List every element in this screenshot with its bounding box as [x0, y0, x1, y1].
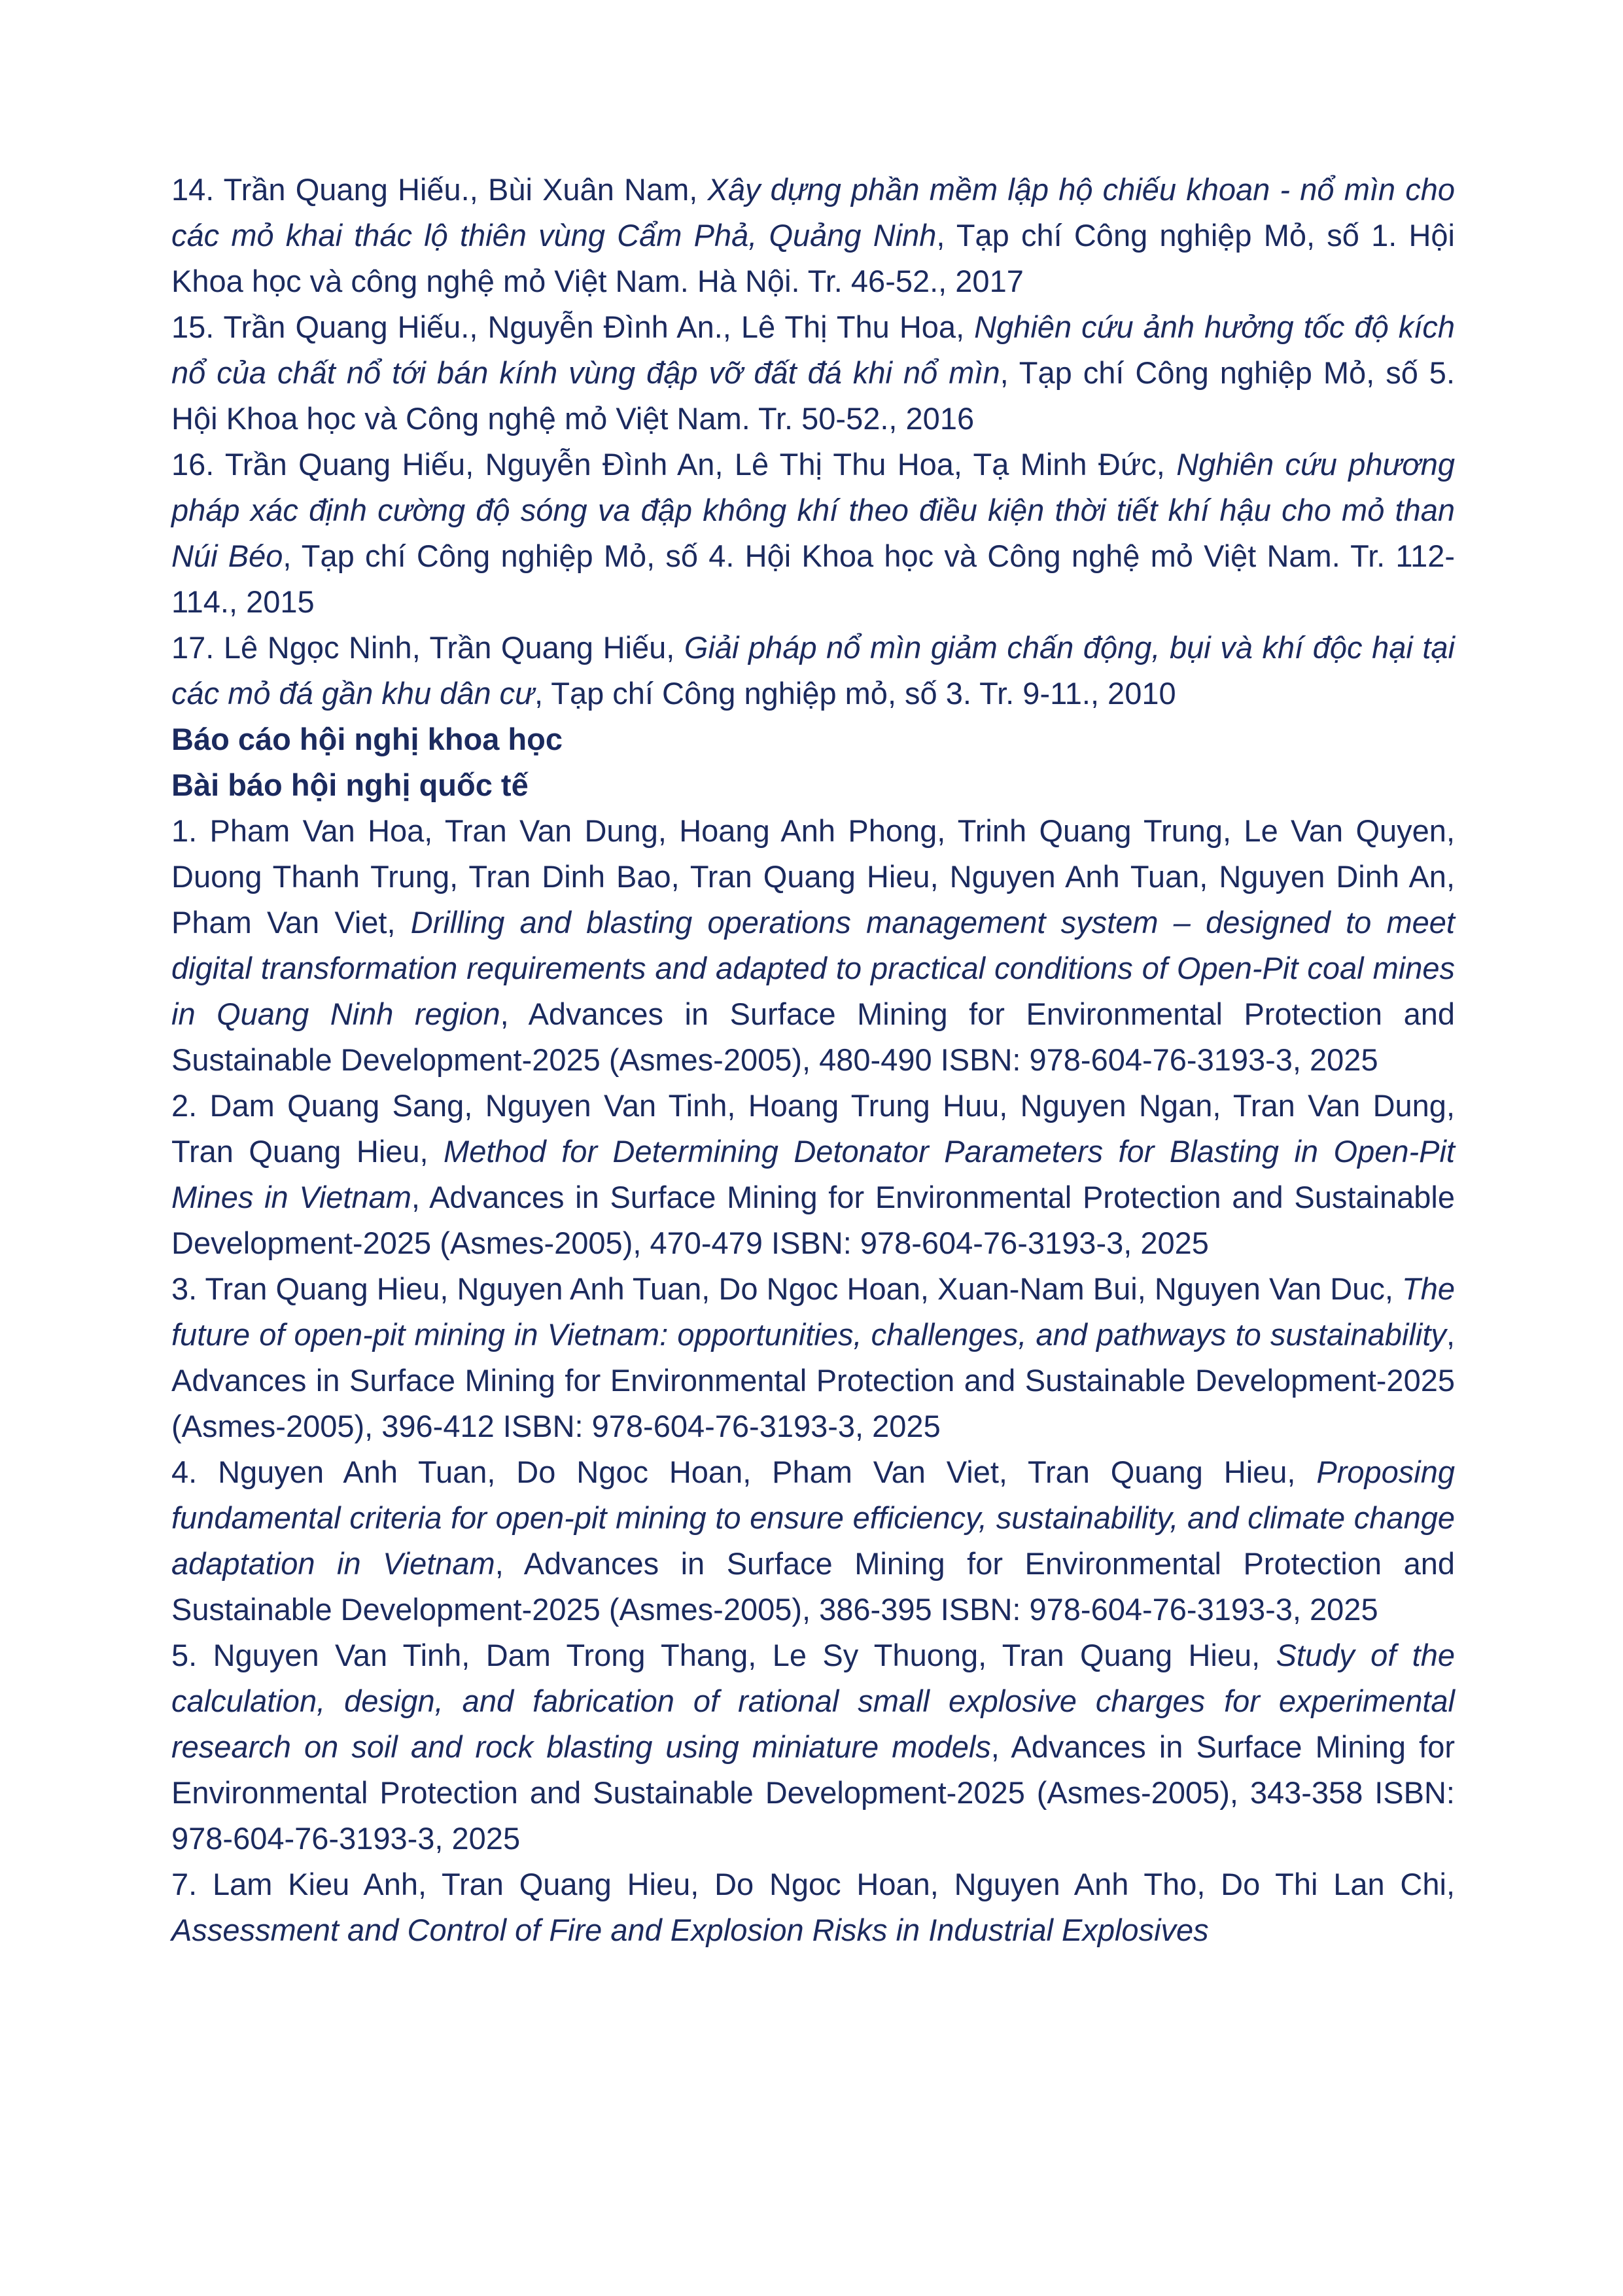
entry-title: Study of the calculation, design, and fabrication of rational small explosive charges for experimental research on soil and rock blasting using miniature models	[171, 1638, 1456, 1764]
entry-source: , Tạp chí Công nghiệp mỏ, số 3. Tr. 9-11., 2010	[534, 676, 1176, 711]
entry-source: , Advances in Surface Mining for Environmental Protection and Sustainable Development-2025 (Asmes-2005), 343-358 ISBN: 978-604-76-3193-3, 2025	[171, 1729, 1455, 1856]
entry-number: 2.	[171, 1088, 198, 1123]
entry-authors: Tran Quang Hieu, Nguyen Anh Tuan, Do Ngoc Hoan, Xuan-Nam Bui, Nguyen Van Duc,	[205, 1271, 1402, 1306]
entry-title: Method for Determining Detonator Parameters for Blasting in Open-Pit Mines in Vietnam	[171, 1134, 1455, 1214]
publication-entry	[171, 1449, 1455, 1633]
entry-authors: Trần Quang Hiếu, Nguyễn Đình An, Lê Thị Thu Hoa, Tạ Minh Đức,	[224, 447, 1177, 482]
entry-title: Assessment and Control of Fire and Explosion Risks in Industrial Explosives	[171, 1913, 1209, 1947]
publication-entry	[171, 1266, 1455, 1449]
entry-source: , Advances in Surface Mining for Environmental Protection and Sustainable Development-2025 (Asmes-2005), 480-490 ISBN: 978-604-76-3193-3, 2025	[171, 997, 1455, 1077]
entry-title: Proposing fundamental criteria for open-pit mining to ensure efficiency, sustainability, and climate change adaptation in Vietnam	[171, 1455, 1455, 1581]
entry-source: , Tạp chí Công nghiệp Mỏ, số 1. Hội Khoa học và công nghệ mỏ Việt Nam. Hà Nội. Tr. 46-52., 2017	[171, 218, 1455, 298]
subsection-heading: Bài báo hội nghị quốc tế	[171, 768, 529, 802]
entry-title: Nghiên cứu ảnh hưởng tốc độ kích nổ của chất nổ tới bán kính vùng đập vỡ đất đá khi nổ mìn	[171, 309, 1455, 390]
entry-source: , Tạp chí Công nghiệp Mỏ, số 4. Hội Khoa học và Công nghệ mỏ Việt Nam. Tr. 112-114., 2015	[171, 539, 1455, 619]
entry-title: Xây dựng phần mềm lập hộ chiếu khoan - nổ mìn cho các mỏ khai thác lộ thiên vùng Cẩm Phả, Quảng Ninh	[171, 172, 1455, 253]
section-heading: Báo cáo hội nghị khoa học	[171, 722, 563, 756]
entry-authors: Dam Quang Sang, Nguyen Van Tinh, Hoang Trung Huu, Nguyen Ngan, Tran Van Dung, Tran Quang Hieu,	[171, 1088, 1455, 1169]
entry-authors: Trần Quang Hiếu., Bùi Xuân Nam,	[223, 172, 708, 207]
entry-number: 17.	[171, 630, 215, 665]
entry-number: 5.	[171, 1638, 198, 1672]
entry-source: , Advances in Surface Mining for Environmental Protection and Sustainable Development-2025 (Asmes-2005), 396-412 ISBN: 978-604-76-3193-3, 2025	[171, 1317, 1455, 1443]
publication-entry	[171, 808, 1455, 1083]
entry-title: Drilling and blasting operations management system – designed to meet digital transformation requirements and adapted to practical conditions of Open-Pit coal mines in Quang Ninh region	[171, 905, 1455, 1031]
entry-title: Nghiên cứu phương pháp xác định cường độ sóng va đập không khí theo điều kiện thời tiết khí hậu cho mỏ than Núi Béo	[171, 447, 1455, 573]
publication-entry	[171, 625, 1455, 716]
entry-authors: Lam Kieu Anh, Tran Quang Hieu, Do Ngoc Hoan, Nguyen Anh Tho, Do Thi Lan Chi,	[212, 1867, 1456, 1901]
entry-number: 1.	[171, 813, 198, 848]
entry-authors: Trần Quang Hiếu., Nguyễn Đình An., Lê Thị Thu Hoa,	[223, 309, 975, 344]
entry-title: The future of open-pit mining in Vietnam: opportunities, challenges, and pathways to sustainability	[171, 1271, 1455, 1352]
entry-authors: Nguyen Anh Tuan, Do Ngoc Hoan, Pham Van Viet, Tran Quang Hieu,	[218, 1455, 1317, 1489]
entry-source: , Advances in Surface Mining for Environmental Protection and Sustainable Development-2025 (Asmes-2005), 470-479 ISBN: 978-604-76-3193-3, 2025	[171, 1180, 1455, 1260]
publication-entry	[171, 1862, 1455, 1953]
publication-entry	[171, 167, 1455, 304]
entry-number: 4.	[171, 1455, 198, 1489]
entry-title: Giải pháp nổ mìn giảm chấn động, bụi và khí độc hại tại các mỏ đá gần khu dân cư	[171, 630, 1456, 711]
publication-entry	[171, 304, 1455, 442]
document-page	[171, 167, 1455, 1953]
entry-number: 15.	[171, 309, 215, 344]
entry-number: 3.	[171, 1271, 198, 1306]
publication-entry	[171, 1083, 1455, 1266]
entry-number: 7.	[171, 1867, 198, 1901]
publication-entry	[171, 1633, 1455, 1862]
publication-entry	[171, 442, 1455, 625]
entry-authors: Lê Ngọc Ninh, Trần Quang Hiếu,	[223, 630, 684, 665]
entry-number: 16.	[171, 447, 215, 482]
entry-number: 14.	[171, 172, 215, 207]
entry-authors: Pham Van Hoa, Tran Van Dung, Hoang Anh Phong, Trinh Quang Trung, Le Van Quyen, Duong Thanh Trung, Tran Dinh Bao, Tran Quang Hieu, Nguyen Anh Tuan, Nguyen Dinh An, Pham Van Viet,	[171, 813, 1456, 940]
entry-source: , Advances in Surface Mining for Environmental Protection and Sustainable Development-2025 (Asmes-2005), 386-395 ISBN: 978-604-76-3193-3, 2025	[171, 1546, 1455, 1627]
entry-source: , Tạp chí Công nghiệp Mỏ, số 5. Hội Khoa học và Công nghệ mỏ Việt Nam. Tr. 50-52., 2016	[171, 355, 1456, 436]
entry-authors: Nguyen Van Tinh, Dam Trong Thang, Le Sy Thuong, Tran Quang Hieu,	[213, 1638, 1276, 1672]
